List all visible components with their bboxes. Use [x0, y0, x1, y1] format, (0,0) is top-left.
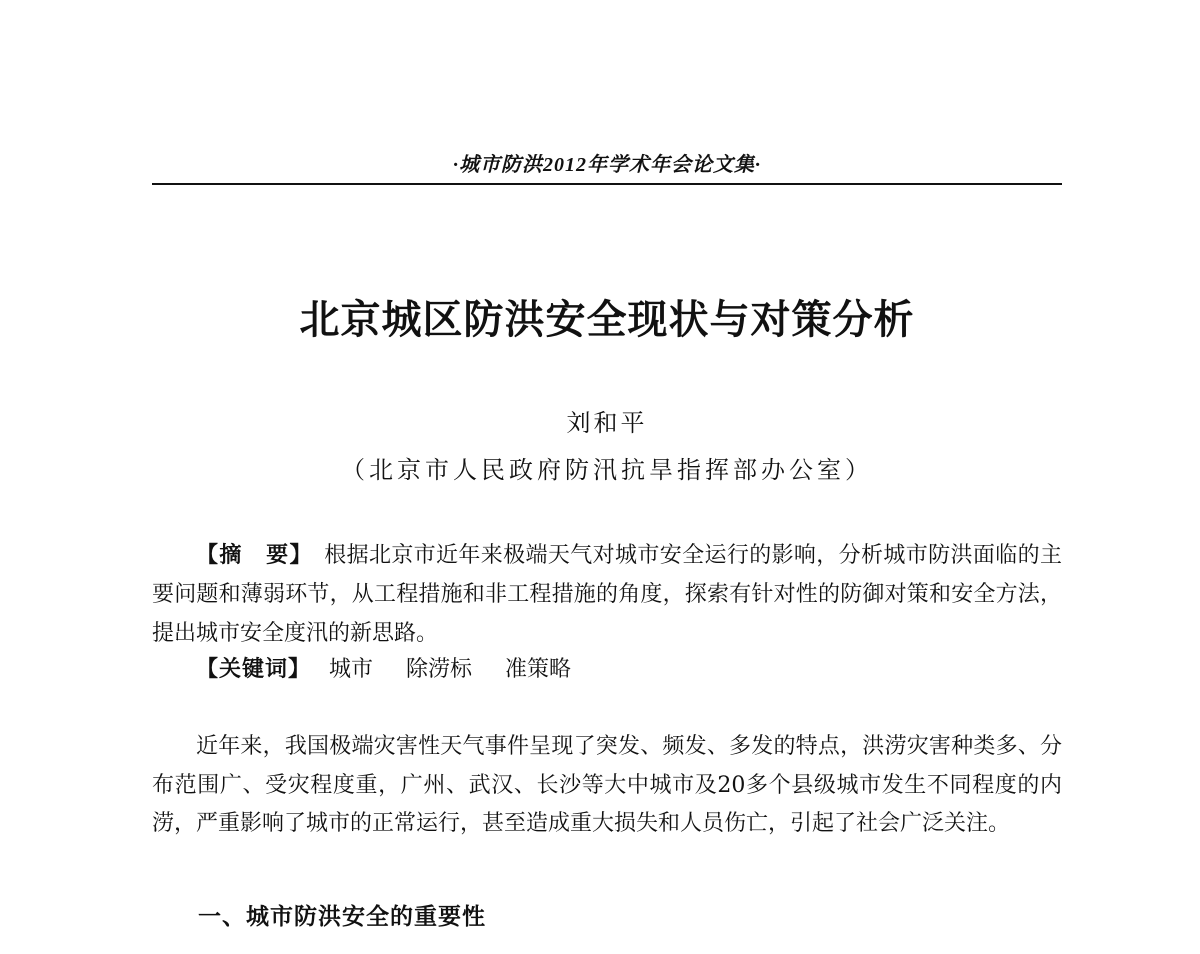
intro-paragraph: 近年来，我国极端灾害性天气事件呈现了突发、频发、多发的特点，洪涝灾害种类多、分布范围广、受灾程度重，广州、武汉、长沙等大中城市及20多个县级城市发生不同程度的内涝，严重影响了城市的正常运行，甚至造成重大损失和人员伤亡，引起了社会广泛关注。 — [152, 734, 1062, 836]
section-heading: 一、城市防洪安全的重要性 — [198, 904, 486, 930]
author-affiliation: （北京市人民政府防汛抗旱指挥部办公室） — [341, 456, 873, 484]
abstract — [152, 536, 1062, 653]
paper-title: 北京城区防洪安全现状与对策分析 — [299, 297, 915, 343]
keywords — [196, 653, 597, 687]
author-name: 刘和平 — [566, 409, 648, 437]
keyword: 城市 — [329, 657, 374, 682]
abstract-text: 根据北京市近年来极端天气对城市安全运行的影响，分析城市防洪面临的主要问题和薄弱环节，从工程措施和非工程措施的角度，探索有针对性的防御对策和安全方法，提出城市安全度汛的新思路。 — [152, 543, 1062, 646]
header-rule — [152, 183, 1062, 185]
keyword: 除涝标 — [406, 657, 473, 682]
keywords-label: 【关键词】 — [196, 657, 312, 682]
running-header: ·城市防洪2012年学术年会论文集· — [453, 154, 761, 176]
keyword: 准策略 — [505, 657, 572, 682]
abstract-label: 【摘 要】 — [196, 543, 313, 568]
